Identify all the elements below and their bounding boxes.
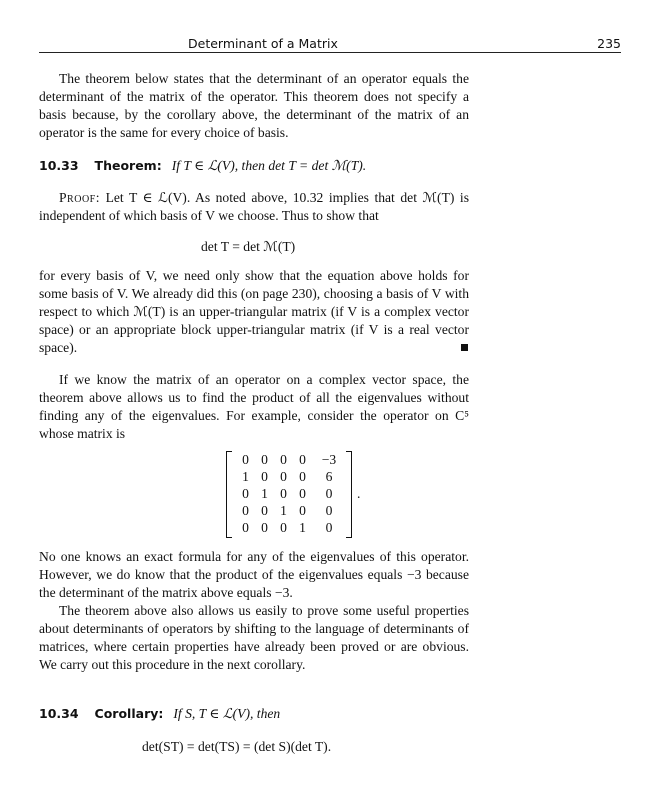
chapter-title: Determinant of a Matrix — [188, 36, 338, 51]
matrix-cell: 0 — [325, 503, 333, 518]
matrix-cell: 0 — [280, 469, 287, 484]
usefulness-paragraph: The theorem above also allows us easily to prove some useful properties about determinants of operators by shifting to the language of determinants of matrices, where certain properties have already been proved or are obvious. We carry out this procedure in the next corollary. — [39, 603, 469, 672]
matrix-cell: 0 — [280, 486, 287, 501]
corollary-heading — [39, 705, 280, 723]
matrix-row — [236, 468, 346, 485]
matrix-right-bracket — [346, 451, 352, 538]
matrix-cell: 1 — [242, 469, 249, 484]
matrix-cell: 1 — [261, 486, 268, 501]
corollary-label: Corollary: — [94, 706, 164, 721]
matrix-cell: 0 — [325, 486, 333, 501]
matrix-row — [236, 519, 346, 536]
matrix-cell: 0 — [242, 503, 249, 518]
qed-square — [461, 344, 468, 351]
theorem-label: Theorem: — [94, 158, 162, 173]
matrix-cell: 0 — [242, 486, 249, 501]
proof-display-equation: det T = det ℳ(T) — [201, 239, 296, 254]
matrix-period: . — [357, 486, 361, 501]
proof-label: Proof: — [59, 190, 101, 205]
corollary-number: 10.34 — [39, 706, 79, 721]
matrix-row — [236, 485, 346, 502]
matrix-cell: 0 — [261, 520, 268, 535]
theorem-statement: If T ∈ ℒ(V), then det T = det ℳ(T). — [171, 158, 367, 173]
header-rule — [39, 52, 621, 53]
matrix-cell: 0 — [280, 520, 287, 535]
matrix-cell: 1 — [280, 503, 287, 518]
theorem-number: 10.33 — [39, 158, 79, 173]
after-matrix-paragraph: No one knows an exact formula for any of the eigenvalues of this operator. However, we do know that the product of the eigenvalues equals −3 because the determinant of the matrix above equals −3. — [39, 549, 469, 600]
matrix-cell: 6 — [325, 469, 333, 484]
matrix-cell: 0 — [325, 520, 333, 535]
matrix-cell: 0 — [299, 452, 306, 467]
matrix-cell: 0 — [299, 486, 306, 501]
proof-text-part1: Let T ∈ ℒ(V). As noted above, 10.32 implies that det ℳ(T) is independent of which basis of V we choose. Thus to show that — [39, 190, 469, 223]
page-number: 235 — [597, 36, 621, 51]
matrix-cell: 0 — [242, 452, 249, 467]
matrix-cell: −3 — [321, 452, 337, 467]
matrix-cell: 1 — [299, 520, 306, 535]
matrix-cell: 0 — [261, 452, 268, 467]
matrix-left-bracket — [226, 451, 232, 538]
matrix-cell: 0 — [261, 469, 268, 484]
proof-paragraph — [39, 189, 469, 225]
corollary-display-equation: det(ST) = det(TS) = (det S)(det T). — [142, 739, 332, 754]
example-matrix — [226, 451, 352, 536]
matrix-cell: 0 — [299, 469, 306, 484]
example-paragraph: If we know the matrix of an operator on a complex vector space, the theorem above allows us to find the product of all the eigenvalues without finding any of the eigenvalues. For example, consider the operator on C⁵ whose matrix is — [39, 372, 469, 441]
intro-paragraph: The theorem below states that the determinant of an operator equals the determinant of the matrix of the operator. This theorem does not specify a basis because, by the corollary above, the determinant of the matrix of an operator is the same for every choice of basis. — [39, 71, 469, 140]
matrix-row — [236, 502, 346, 519]
matrix-cell: 0 — [299, 503, 306, 518]
proof-continuation: for every basis of V, we need only show that the equation above holds for some basis of V. We already did this (on page 230), choosing a basis of V with respect to which ℳ(T) is an upper-triangular matrix (if V is a complex vector space) or an appropriate block upper-triangular matrix (if V is a real vector space). — [39, 268, 469, 355]
matrix-cell: 0 — [280, 452, 287, 467]
theorem-heading — [39, 157, 366, 175]
matrix-cell: 0 — [242, 520, 249, 535]
matrix-row — [236, 451, 346, 468]
matrix-cell: 0 — [261, 503, 268, 518]
corollary-statement: If S, T ∈ ℒ(V), then — [173, 706, 281, 721]
matrix-grid — [236, 451, 346, 536]
